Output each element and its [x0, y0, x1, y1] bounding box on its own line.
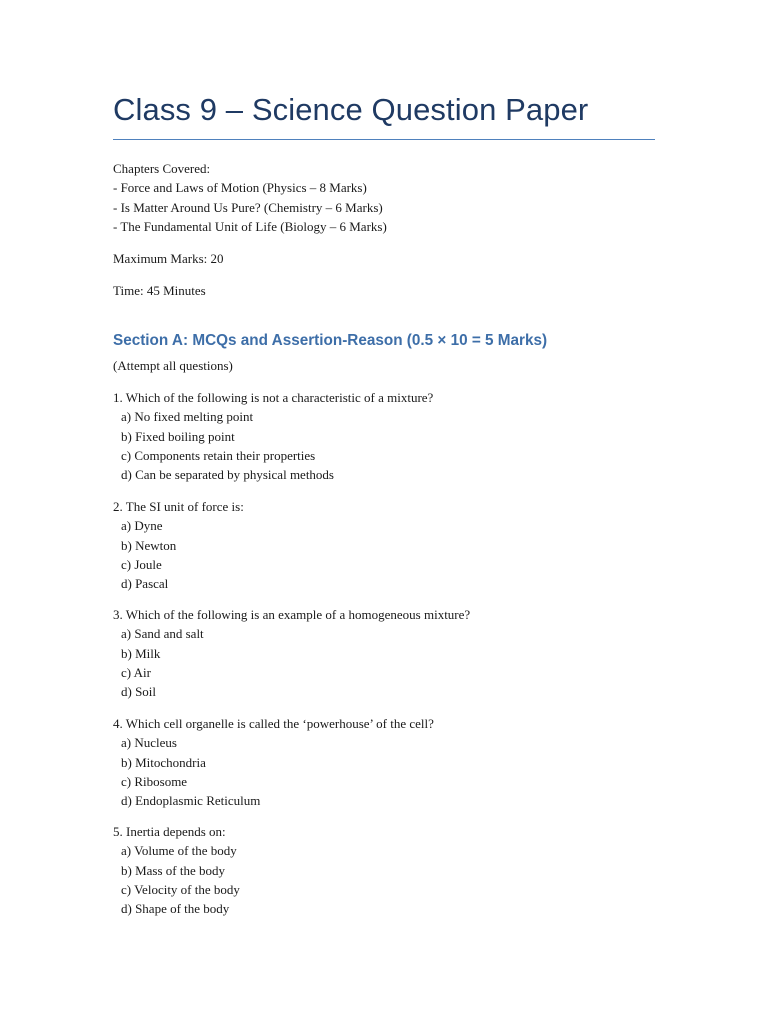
- section-a-instruction: [113, 356, 233, 375]
- maximum-marks-text: Maximum Marks: 20: [113, 251, 224, 266]
- option-a: a) Sand and salt: [121, 626, 204, 642]
- question-3: [113, 605, 470, 701]
- page-title: Class 9 – Science Question Paper: [113, 92, 589, 127]
- option-a: a) Dyne: [121, 518, 163, 534]
- option-b: b) Mass of the body: [121, 862, 225, 878]
- question-2: [113, 497, 244, 593]
- option-b: b) Milk: [121, 645, 161, 661]
- chapter-item: - Force and Laws of Motion (Physics – 8 Marks): [113, 180, 367, 196]
- question-4: [113, 714, 434, 810]
- question-text: 2. The SI unit of force is:: [113, 499, 244, 514]
- chapters-heading: Chapters Covered:: [113, 161, 211, 176]
- maximum-marks: [113, 249, 224, 268]
- time-allowed: [113, 281, 206, 300]
- option-d: d) Pascal: [121, 576, 169, 592]
- section-a-heading: Section A: MCQs and Assertion-Reason (0.5 × 10 = 5 Marks): [113, 332, 548, 349]
- question-text: 4. Which cell organelle is called the ‘powerhouse’ of the cell?: [113, 716, 434, 731]
- option-a: a) No fixed melting point: [121, 409, 254, 425]
- option-b: b) Mitochondria: [121, 754, 206, 770]
- question-text: 5. Inertia depends on:: [113, 824, 226, 839]
- option-c: c) Ribosome: [121, 773, 188, 789]
- question-text: 1. Which of the following is not a characteristic of a mixture?: [113, 390, 434, 405]
- option-c: c) Components retain their properties: [121, 447, 316, 463]
- option-c: c) Joule: [121, 556, 162, 572]
- option-d: d) Endoplasmic Reticulum: [121, 793, 261, 809]
- time-text: Time: 45 Minutes: [113, 283, 206, 298]
- chapter-item: - The Fundamental Unit of Life (Biology – 6 Marks): [113, 218, 387, 234]
- option-a: a) Nucleus: [121, 735, 177, 751]
- option-c: c) Air: [121, 664, 151, 680]
- chapter-item: - Is Matter Around Us Pure? (Chemistry – 6 Marks): [113, 199, 383, 215]
- option-d: d) Shape of the body: [121, 901, 230, 917]
- instruction-text: (Attempt all questions): [113, 358, 233, 373]
- title-underline: [113, 139, 655, 140]
- option-a: a) Volume of the body: [121, 843, 237, 859]
- question-5: [113, 822, 240, 918]
- question-text: 3. Which of the following is an example of a homogeneous mixture?: [113, 607, 471, 622]
- chapters-block: [113, 159, 387, 236]
- question-1: [113, 388, 433, 484]
- option-b: b) Newton: [121, 537, 177, 553]
- option-d: d) Can be separated by physical methods: [121, 467, 334, 483]
- option-b: b) Fixed boiling point: [121, 428, 235, 444]
- option-d: d) Soil: [121, 684, 157, 700]
- option-c: c) Velocity of the body: [121, 881, 240, 897]
